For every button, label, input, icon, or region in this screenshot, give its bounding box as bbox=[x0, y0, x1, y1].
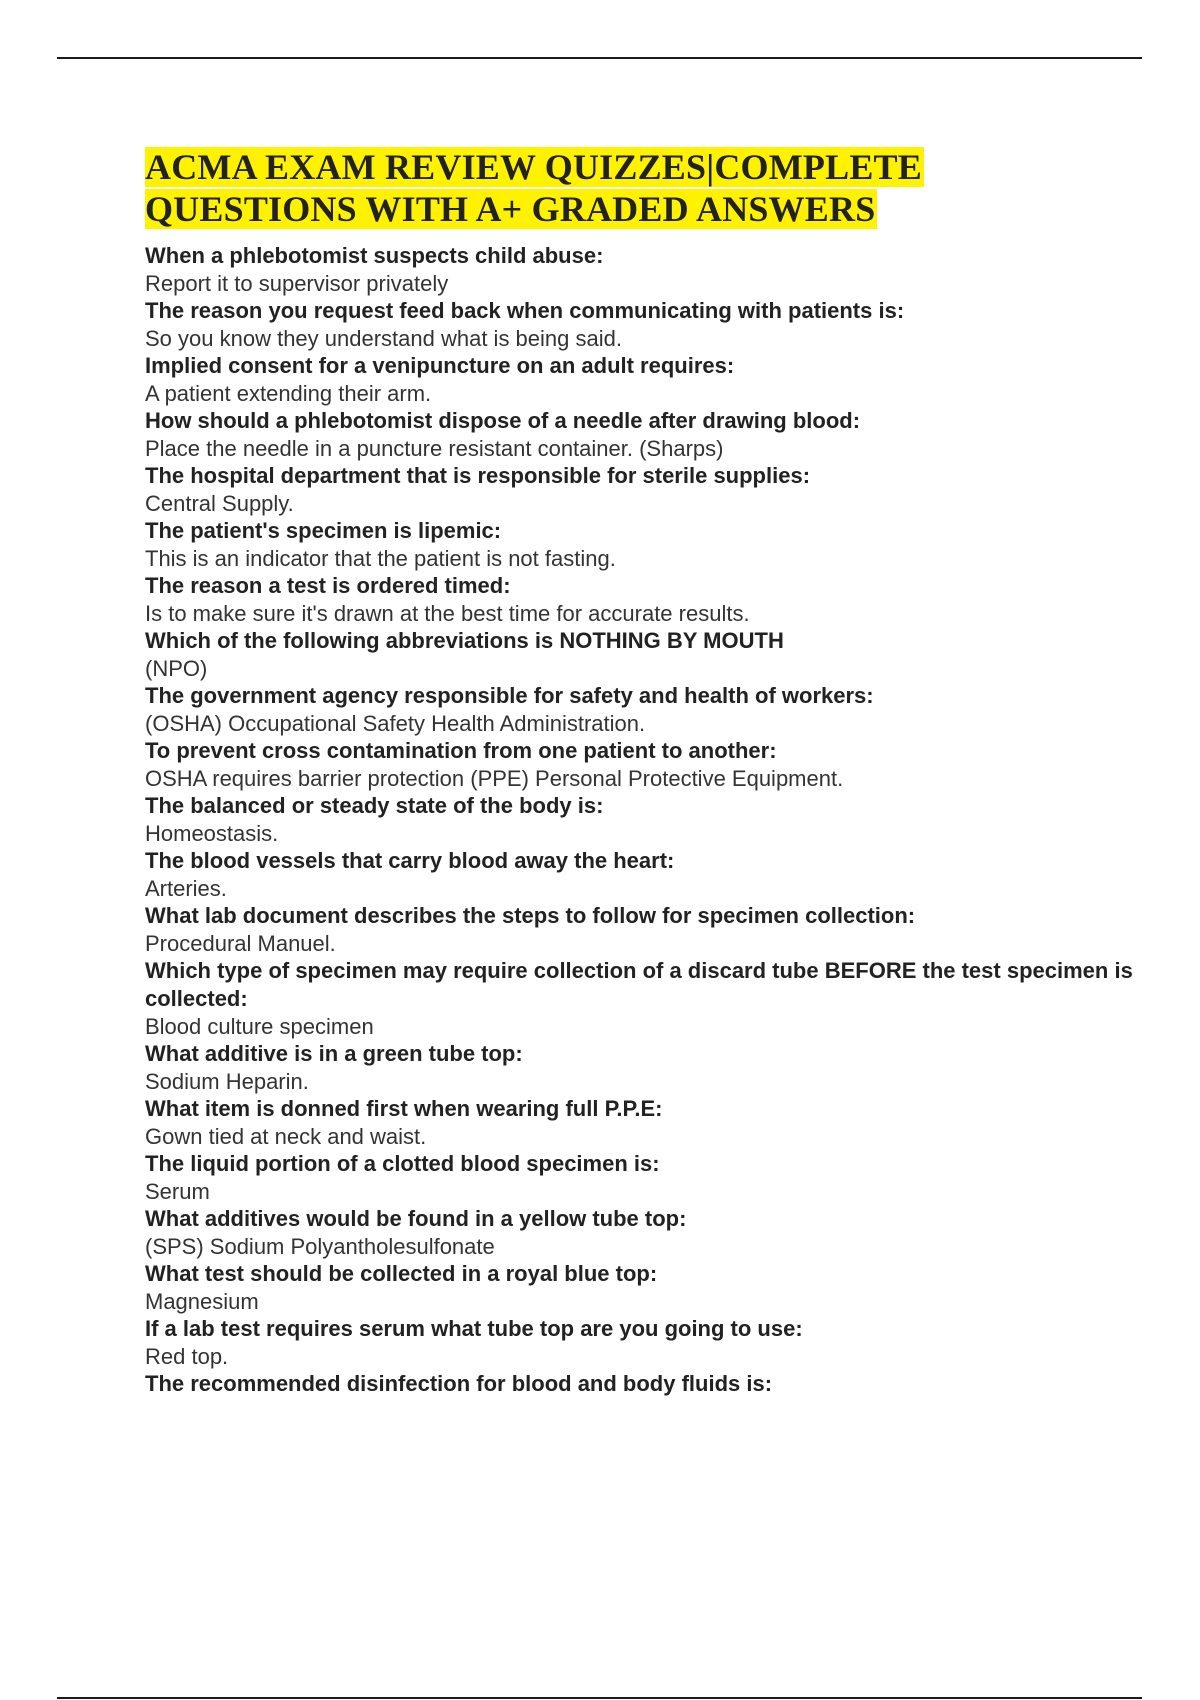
question: The recommended disinfection for blood and body fluids is: bbox=[145, 1371, 773, 1396]
question: What test should be collected in a royal blue top: bbox=[145, 1261, 658, 1286]
qa-item bbox=[145, 1205, 1145, 1260]
qa-item bbox=[145, 902, 1145, 957]
answer: OSHA requires barrier protection (PPE) Personal Protective Equipment. bbox=[145, 766, 844, 791]
answer: Place the needle in a puncture resistant container. (Sharps) bbox=[145, 436, 724, 461]
qa-item bbox=[145, 847, 1145, 902]
answer: Blood culture specimen bbox=[145, 1014, 374, 1039]
question: What additives would be found in a yellow tube top: bbox=[145, 1206, 687, 1231]
question: When a phlebotomist suspects child abuse: bbox=[145, 243, 604, 268]
question: Which of the following abbreviations is NOTHING BY MOUTH bbox=[145, 628, 784, 653]
qa-item bbox=[145, 737, 1145, 792]
answer: This is an indicator that the patient is not fasting. bbox=[145, 546, 616, 571]
question: The government agency responsible for safety and health of workers: bbox=[145, 683, 874, 708]
question: To prevent cross contamination from one patient to another: bbox=[145, 738, 777, 763]
answer: (OSHA) Occupational Safety Health Administration. bbox=[145, 711, 646, 736]
question: What lab document describes the steps to follow for specimen collection: bbox=[145, 903, 916, 928]
qa-item bbox=[145, 1095, 1145, 1150]
question: If a lab test requires serum what tube top are you going to use: bbox=[145, 1316, 803, 1341]
question: The hospital department that is responsible for sterile supplies: bbox=[145, 463, 811, 488]
qa-list bbox=[145, 242, 1145, 1398]
question: What additive is in a green tube top: bbox=[145, 1041, 523, 1066]
qa-item bbox=[145, 572, 1145, 627]
qa-item bbox=[145, 1150, 1145, 1205]
question: The blood vessels that carry blood away the heart: bbox=[145, 848, 675, 873]
answer: Is to make sure it's drawn at the best time for accurate results. bbox=[145, 601, 750, 626]
qa-item bbox=[145, 1040, 1145, 1095]
qa-item bbox=[145, 957, 1145, 1040]
question: The reason you request feed back when communicating with patients is: bbox=[145, 298, 905, 323]
qa-item bbox=[145, 242, 1145, 297]
qa-item bbox=[145, 1315, 1145, 1370]
document-body bbox=[145, 146, 1145, 1398]
title-line-1: ACMA EXAM REVIEW QUIZZES|COMPLETE bbox=[145, 147, 922, 187]
answer: Arteries. bbox=[145, 876, 227, 901]
qa-item bbox=[145, 627, 1145, 682]
question: The patient's specimen is lipemic: bbox=[145, 518, 502, 543]
qa-item bbox=[145, 352, 1145, 407]
document-title bbox=[145, 146, 1145, 230]
qa-item bbox=[145, 792, 1145, 847]
question: The liquid portion of a clotted blood specimen is: bbox=[145, 1151, 660, 1176]
answer: Sodium Heparin. bbox=[145, 1069, 309, 1094]
qa-item bbox=[145, 1260, 1145, 1315]
answer: Magnesium bbox=[145, 1289, 259, 1314]
question: The reason a test is ordered timed: bbox=[145, 573, 511, 598]
answer: Central Supply. bbox=[145, 491, 294, 516]
question: Which type of specimen may require collection of a discard tube BEFORE the test specimen is collected: bbox=[145, 958, 1133, 1011]
answer: (NPO) bbox=[145, 656, 208, 681]
answer: A patient extending their arm. bbox=[145, 381, 432, 406]
question: What item is donned first when wearing full P.P.E: bbox=[145, 1096, 663, 1121]
qa-item bbox=[145, 407, 1145, 462]
qa-item bbox=[145, 462, 1145, 517]
qa-item bbox=[145, 297, 1145, 352]
answer: Report it to supervisor privately bbox=[145, 271, 449, 296]
answer: So you know they understand what is being said. bbox=[145, 326, 622, 351]
question: Implied consent for a venipuncture on an adult requires: bbox=[145, 353, 735, 378]
answer: Procedural Manuel. bbox=[145, 931, 336, 956]
footer-rule bbox=[57, 1697, 1142, 1699]
answer: (SPS) Sodium Polyantholesulfonate bbox=[145, 1234, 495, 1259]
answer: Red top. bbox=[145, 1344, 229, 1369]
answer: Homeostasis. bbox=[145, 821, 279, 846]
header-rule bbox=[57, 57, 1142, 59]
qa-item bbox=[145, 1370, 1145, 1398]
title-line-2: QUESTIONS WITH A+ GRADED ANSWERS bbox=[145, 189, 876, 229]
answer: Gown tied at neck and waist. bbox=[145, 1124, 427, 1149]
question: The balanced or steady state of the body is: bbox=[145, 793, 604, 818]
answer: Serum bbox=[145, 1179, 210, 1204]
question: How should a phlebotomist dispose of a needle after drawing blood: bbox=[145, 408, 861, 433]
qa-item bbox=[145, 517, 1145, 572]
qa-item bbox=[145, 682, 1145, 737]
